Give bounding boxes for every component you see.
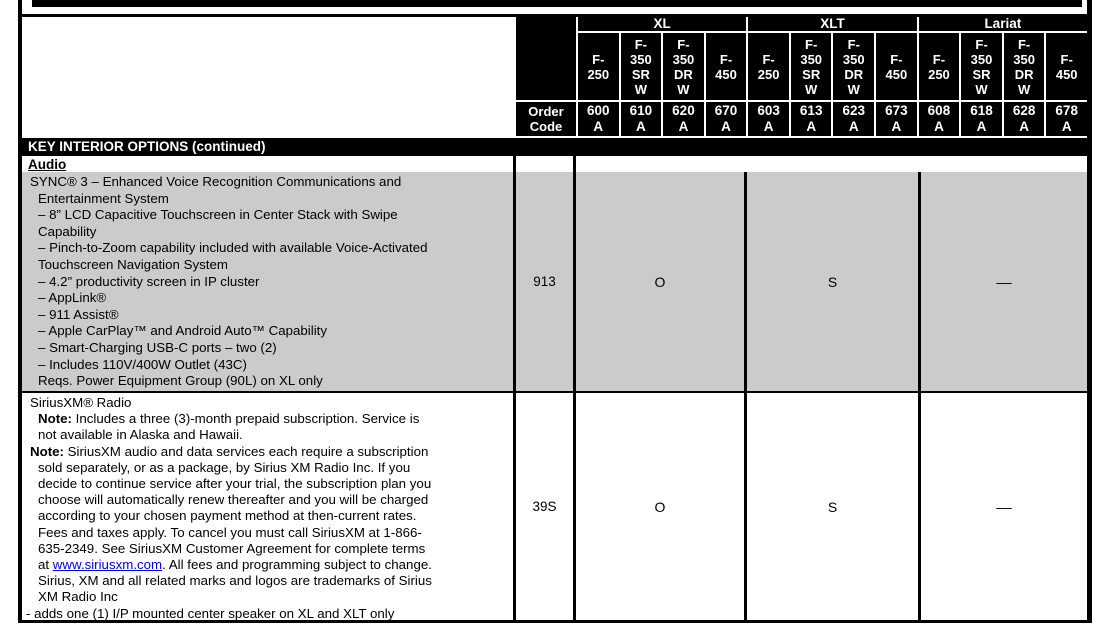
- model-header: F- 250: [576, 33, 619, 100]
- text-segment: . All fees and programming subject to change.: [162, 557, 432, 573]
- text-line: [22, 541, 513, 557]
- text-line: [22, 411, 513, 427]
- text-segment: Sirius, XM and all related marks and logos are trademarks of Sirius: [38, 573, 432, 589]
- availability-siriusxm-xlt: S: [747, 393, 921, 620]
- availability-siriusxm-lariat: ––: [996, 498, 1012, 515]
- feature-description-siriusxm: [22, 393, 516, 620]
- model-header: F- 350 DR W: [1002, 33, 1045, 100]
- siriusxm-website-link[interactable]: www.siriusxm.com: [52, 557, 163, 573]
- availability-siriusxm-xl: O: [576, 393, 747, 620]
- text-segment: Entertainment System: [38, 190, 169, 206]
- text-line: [22, 340, 513, 357]
- text-segment: - adds one (1) I/P mounted center speaker on XL and XLT only: [26, 605, 395, 620]
- order-code-header: 670 A: [704, 100, 747, 136]
- header-spacer-cell: [516, 17, 576, 100]
- model-header: F- 350 DR W: [661, 33, 704, 100]
- feature-row-siriusxm: [22, 391, 1087, 620]
- availability-sync3-xl: O: [576, 172, 747, 391]
- order-code-label: Order Code: [516, 100, 576, 136]
- text-segment: decide to continue service after your trial, the subscription plan you: [38, 476, 432, 492]
- text-segment: – 8” LCD Capacitive Touchscreen in Center Stack with Swipe: [38, 207, 398, 223]
- text-segment: at: [38, 557, 53, 573]
- text-segment: Reqs. Power Equipment Group (90L) on XL only: [38, 373, 323, 389]
- model-header: F- 450: [1044, 33, 1087, 100]
- text-line: [22, 191, 513, 208]
- section-title: KEY INTERIOR OPTIONS (continued): [28, 139, 266, 154]
- text-segment: SiriusXM® Radio: [30, 395, 132, 410]
- text-segment: – 911 Assist®: [38, 306, 119, 322]
- text-line: [22, 207, 513, 224]
- order-code-header: 603 A: [746, 100, 789, 136]
- table-bottom-rule: [18, 620, 1092, 623]
- model-header: F- 450: [874, 33, 917, 100]
- text-line: [22, 557, 513, 573]
- text-line: [22, 224, 513, 241]
- vehicle-header: [516, 17, 1087, 138]
- availability-sync3-lariat: ––: [996, 273, 1012, 290]
- model-header: F- 450: [704, 33, 747, 100]
- text-line: [22, 174, 513, 191]
- availability-sync3-xlt: S: [747, 172, 921, 391]
- text-segment: not available in Alaska and Hawaii.: [38, 427, 243, 443]
- text-line: [22, 427, 513, 443]
- text-segment: choose will automatically renew thereafter and you will be charged: [38, 492, 429, 508]
- text-segment: Touchscreen Navigation System: [38, 256, 228, 272]
- text-line: [22, 323, 513, 340]
- previous-section-bottom-bar: [32, 0, 1082, 7]
- trim-header-lariat: Lariat: [917, 17, 1087, 33]
- text-line: [22, 589, 513, 605]
- text-segment: SYNC® 3 – Enhanced Voice Recognition Communications and: [30, 174, 402, 189]
- text-line: [22, 476, 513, 492]
- text-line: [22, 444, 513, 460]
- text-line: [22, 257, 513, 274]
- text-line: [22, 357, 513, 374]
- text-segment: XM Radio Inc: [38, 589, 118, 605]
- text-line: [22, 525, 513, 541]
- order-code-header: 623 A: [831, 100, 874, 136]
- order-code-header: 618 A: [959, 100, 1002, 136]
- text-segment: Note:: [38, 411, 72, 427]
- order-code-header: 678 A: [1044, 100, 1087, 136]
- text-line: [22, 373, 513, 390]
- text-segment: Includes a three (3)-month prepaid subscription. Service is: [71, 411, 420, 427]
- order-code-siriusxm: 39S: [516, 393, 576, 620]
- trim-header-xlt: XLT: [746, 17, 916, 33]
- subsection-title: Audio: [28, 157, 67, 172]
- text-line: [22, 492, 513, 508]
- text-line: [22, 395, 513, 411]
- text-segment: 635-2349. See SiriusXM Customer Agreement for complete terms: [38, 540, 426, 556]
- subsection-row-audio: [22, 156, 1087, 172]
- order-code-header: 600 A: [576, 100, 619, 136]
- feature-description-sync3: [22, 172, 516, 391]
- text-line: [22, 573, 513, 589]
- model-header: F- 350 SR W: [789, 33, 832, 100]
- text-segment: – Includes 110V/400W Outlet (43C): [38, 356, 247, 372]
- subsection-values-cell: [576, 156, 1087, 172]
- text-segment: sold separately, or as a package, by Sirius XM Radio Inc. If you: [38, 459, 411, 475]
- text-segment: – 4.2” productivity screen in IP cluster: [38, 273, 260, 289]
- text-segment: Note:: [30, 443, 64, 459]
- text-segment: – AppLink®: [38, 290, 107, 306]
- model-header: F- 350 SR W: [619, 33, 662, 100]
- text-line: [22, 606, 513, 620]
- text-line: [22, 290, 513, 307]
- page-right-border: [1087, 0, 1092, 623]
- text-line: [22, 240, 513, 257]
- text-segment: Fees and taxes apply. To cancel you must call SiriusXM at 1-866-: [38, 524, 422, 540]
- subsection-cell: [22, 156, 516, 172]
- text-segment: SiriusXM audio and data services each require a subscription: [63, 443, 429, 459]
- order-code-header: 610 A: [619, 100, 662, 136]
- text-line: [22, 460, 513, 476]
- order-code-header: 608 A: [917, 100, 960, 136]
- text-line: [22, 307, 513, 324]
- text-segment: Capability: [38, 223, 97, 239]
- section-header-bar: [22, 138, 1087, 156]
- text-segment: – Smart-Charging USB-C ports – two (2): [38, 339, 277, 355]
- text-line: [22, 274, 513, 291]
- model-header: F- 350 DR W: [831, 33, 874, 100]
- text-segment: according to your chosen payment method at then-current rates.: [38, 508, 417, 524]
- order-code-header: 620 A: [661, 100, 704, 136]
- feature-row-sync3: [22, 172, 1087, 391]
- text-line: [22, 508, 513, 524]
- text-segment: – Pinch-to-Zoom capability included with available Voice-Activated: [38, 240, 428, 256]
- trim-header-xl: XL: [576, 17, 746, 33]
- model-header: F- 350 SR W: [959, 33, 1002, 100]
- order-code-header: 628 A: [1002, 100, 1045, 136]
- text-segment: – Apple CarPlay™ and Android Auto™ Capability: [38, 323, 328, 339]
- subsection-order-cell: [516, 156, 576, 172]
- order-code-sync3: 913: [516, 172, 576, 391]
- model-header: F- 250: [746, 33, 789, 100]
- order-code-header: 613 A: [789, 100, 832, 136]
- model-header: F- 250: [917, 33, 960, 100]
- order-code-header: 673 A: [874, 100, 917, 136]
